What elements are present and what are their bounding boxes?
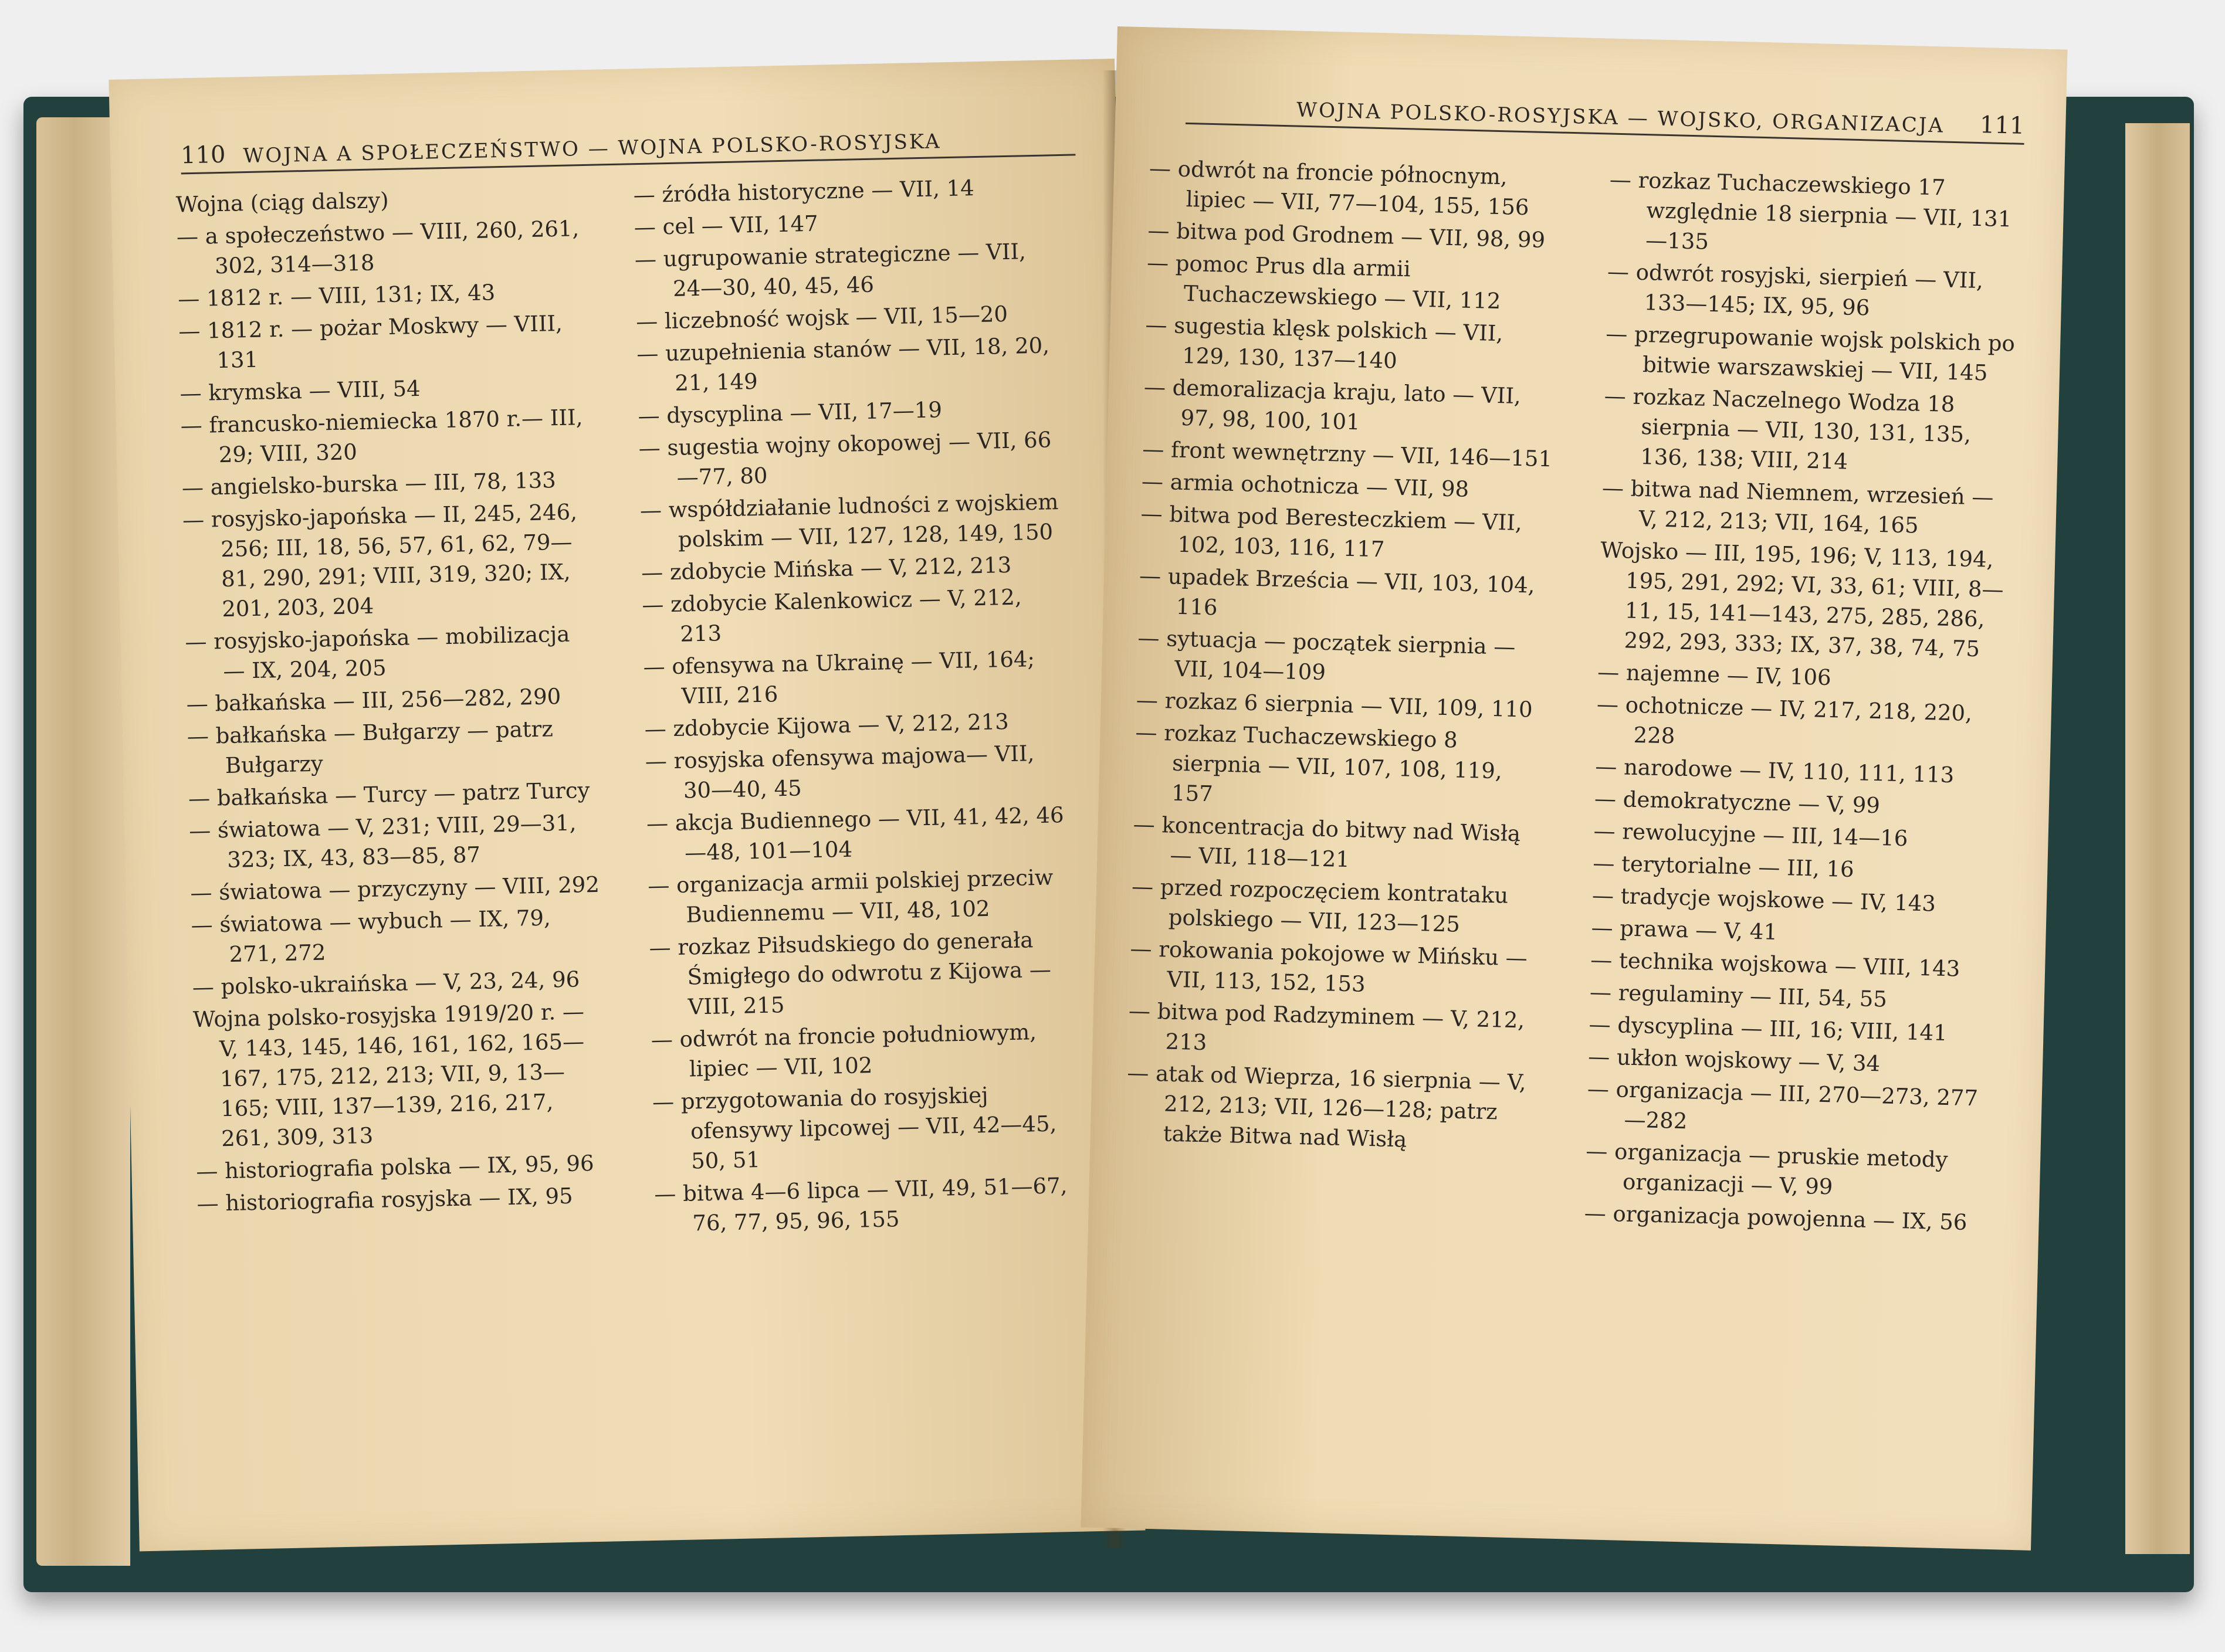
index-entry-text: — atak od Wieprza, 16 sierpnia — V, 212, 213; VII, 126—128; patrz także Bitwa nad Wisłą [1126,1060,1527,1152]
right-running-header [1186,84,2025,145]
index-sub-entry [181,464,592,503]
index-entry-text: — ugrupowanie strategiczne — VII, 24—30, 40, 45, 46 [634,239,1027,301]
index-sub-entry [1603,381,2016,480]
index-sub-entry [636,298,1059,337]
right-page-number: 111 [1979,111,2025,140]
index-entry-text: — odwrót rosyjski, sierpień — VII, 133—145; IX, 95, 96 [1607,259,1984,321]
index-sub-entry [197,1181,608,1219]
index-sub-entry [654,1171,1078,1239]
index-entry-text: — regulaminy — III, 54, 55 [1589,979,1888,1012]
index-sub-entry [651,1016,1074,1085]
index-entry-text: — rosyjsko-japońska — mobilizacja — IX, 204, 205 [185,621,570,684]
index-entry-text: — odwrót na froncie południowym, lipiec — VII, 102 [651,1019,1037,1082]
index-entry-text: — cel — VII, 147 [634,211,819,240]
index-entry-text: — organizacja armii polskiej przeciw Budiennemu — VII, 48, 102 [647,864,1054,928]
index-entry-text: — upadek Brześcia — VII, 103, 104, 116 [1139,563,1535,620]
index-entry-text: — front wewnętrzny — VII, 146—151 [1142,436,1553,472]
index-sub-entry [1125,1058,1538,1158]
index-sub-entry [178,308,590,376]
index-entry-text: — bałkańska — Turcy — patrz Turcy [188,778,590,812]
index-entry-text: — bitwa pod Radzyminem — V, 212, 213 [1128,998,1525,1056]
index-entry-text: — zdobycie Mińska — V, 212, 213 [641,552,1012,586]
index-sub-entry [1605,319,2017,389]
index-entry-text: — akcja Budiennego — VII, 41, 42, 46—48, 101—104 [646,802,1064,866]
index-sub-entry [1127,996,1539,1066]
index-entry-text: — bałkańska — Bułgarzy — patrz Bułgarzy [187,716,554,779]
index-entry-text: — bitwa pod Beresteczkiem — VII, 102, 103, 116, 117 [1140,501,1523,562]
index-entry-text: — rozkaz Naczelnego Wodza 18 sierpnia — VII, 130, 131, 135, 136, 138; VIII, 214 [1604,383,1972,474]
index-entry-text: — liczebność wojsk — VII, 15—20 [635,301,1008,335]
index-entry-text: — przygotowania do rosyjskiej ofensywy lipcowej — VII, 42—45, 50, 51 [652,1082,1057,1174]
index-entry-text: — organizacja — III, 270—273, 277—282 [1587,1076,1979,1134]
index-entry-text: — światowa — wybuch — IX, 79, 271, 272 [191,905,551,967]
index-sub-entry [646,800,1070,869]
index-entry-text: — technika wojskowa — VIII, 143 [1590,947,1960,982]
index-entry-text: — przed rozpoczęciem kontrataku polskiego — VII, 123—125 [1131,874,1509,937]
index-entry-text: — terytorialne — III, 16 [1592,850,1855,883]
index-sub-entry [638,392,1061,431]
index-entry-text: — źródła historyczne — VII, 14 [633,175,975,208]
index-entry-text: — dyscyplina — III, 16; VIII, 141 [1589,1012,1948,1046]
index-sub-entry [641,549,1064,588]
index-sub-entry [652,1078,1076,1177]
index-sub-entry [1130,871,1542,941]
index-sub-entry [176,213,588,282]
index-entry-text: — rozkaz 6 sierpnia — VII, 109, 110 [1136,687,1533,722]
index-entry-text: — ukłon wojskowy — V, 34 [1587,1044,1881,1077]
index-sub-entry [638,425,1062,493]
index-entry-text: — historiografia rosyjska — IX, 95 [197,1183,574,1217]
index-sub-entry [1608,165,2021,264]
index-entry-text: — polsko-ukraińska — V, 23, 24, 96 [192,966,580,1000]
index-sub-entry [1138,561,1550,630]
index-sub-entry [189,808,601,876]
index-entry-text: — rosyjska ofensywa majowa— VII, 30—40, 45 [645,741,1035,803]
index-sub-entry [1596,689,2007,759]
page-block-edge-right [2125,123,2190,1554]
index-main-entry [1598,535,2011,664]
index-sub-entry [187,713,598,782]
index-entry-text: — rozkaz Tuchaczewskiego 8 sierpnia — VII, 107, 108, 119, 157 [1135,720,1503,807]
right-index-column-1 [1125,153,1560,1160]
index-entry-text: Wojna (ciąg dalszy) [175,187,390,218]
index-entry-text: — koncentracja do bitwy nad Wisłą — VII, 118—121 [1133,812,1521,873]
index-entry-text: — współdziałanie ludności z wojskiem polskim — VII, 127, 128, 149, 150 [639,489,1059,552]
index-sub-entry [196,1148,607,1187]
index-entry-text: — bitwa pod Grodnem — VII, 98, 99 [1147,218,1546,253]
index-sub-entry [634,236,1058,304]
left-running-head-title: WOJNA A SPOŁECZEŃSTWO — WOJNA POLSKO-ROSYJSKA [243,130,942,168]
index-sub-entry [1606,257,2018,327]
index-entry-text: — ochotnicze — IV, 217, 218, 220, 228 [1596,691,1973,749]
index-sub-entry [645,738,1068,806]
index-sub-entry [180,370,591,409]
index-entry-text: — rosyjsko-japońska — II, 245, 246, 256; III, 18, 56, 57, 61, 62, 79—81, 290, 291; VIII, 319, 320; IX, 201, 203, 204 [182,499,578,622]
index-sub-entry [644,705,1067,744]
index-entry-text: — odwrót na froncie północnym, lipiec — VII, 77—104, 155, 156 [1149,155,1529,221]
index-sub-entry [190,870,601,908]
index-entry-text: — a społeczeństwo — VIII, 260, 261, 302, 314—318 [176,216,580,279]
index-sub-entry [634,203,1056,242]
index-entry-text: — rokowania pokojowe w Mińsku — VII, 113, 152, 153 [1130,936,1528,997]
index-sub-entry [1133,717,1546,817]
index-sub-entry [649,924,1073,1023]
index-entry-text: — przegrupowanie wojsk polskich po bitwie warszawskiej — VII, 145 [1605,321,2016,386]
index-sub-entry [648,862,1071,931]
index-sub-entry [643,643,1066,712]
index-sub-entry [1601,473,2013,542]
index-entry-text: — światowa — V, 231; VIII, 29—31, 323; IX, 43, 83—85, 87 [188,810,577,873]
left-index-column-2 [633,171,1078,1241]
index-entry-text: — sugestia klęsk polskich — VII, 129, 130, 137—140 [1145,312,1503,374]
left-index-column-1 [175,181,608,1221]
index-entry-text: Wojsko — III, 195, 196; V, 113, 194, 195, 291, 292; VI, 33, 61; VIII, 8—11, 15, 141—143, 275, 285, 286, 292, 293, 333; IX, 37, 38, 74, 75 [1600,537,2004,662]
index-sub-entry [191,902,602,971]
index-main-entry [175,181,587,220]
index-sub-entry [1129,934,1541,1003]
index-entry-text: — organizacja powojenna — IX, 56 [1584,1200,1967,1235]
index-sub-entry [642,581,1065,650]
left-running-header [180,115,1075,174]
index-sub-entry [192,964,603,1003]
index-entry-text: — francusko-niemiecka 1870 r.— III, 29; VIII, 320 [180,405,583,468]
index-sub-entry [639,487,1063,555]
index-sub-entry [185,619,597,687]
index-sub-entry [636,330,1060,399]
index-entry-text: — ofensywa na Ukrainę — VII, 164; VIII, 216 [643,646,1035,709]
index-entry-text: — demoralizacja kraju, lato — VII, 97, 98, 100, 101 [1143,374,1522,435]
index-entry-text: — zdobycie Kijowa — V, 212, 213 [644,709,1010,742]
index-entry-text: — organizacja — pruskie metody organizacji — V, 99 [1585,1138,1949,1200]
index-sub-entry [186,681,597,720]
index-entry-text: — najemne — IV, 106 [1597,659,1832,691]
index-entry-text: — pomoc Prus dla armii Tuchaczewskiego — VII, 112 [1146,250,1501,314]
index-entry-text: — angielsko-burska — III, 78, 133 [181,467,557,501]
index-sub-entry [1144,310,1556,379]
index-entry-text: Wojna polsko-rosyjska 1919/20 r. — V, 143, 145, 146, 161, 162, 165—167, 175, 212, 213; VII, 9, 13—165; VIII, 137—139, 216, 217, 261, 309, 313 [192,999,585,1152]
index-sub-entry [1140,498,1552,568]
index-entry-text: — bałkańska — III, 256—282, 290 [186,684,561,717]
index-entry-text: — prawa — V, 41 [1591,915,1778,945]
index-sub-entry [1143,372,1555,442]
index-entry-text: — sugestia wojny okopowej — VII, 66—77, 80 [638,427,1052,490]
right-running-head-title: WOJNA POLSKO-ROSYJSKA — WOJSKO, ORGANIZACJA [1296,98,1945,138]
index-entry-text: — sytuacja — początek sierpnia — VII, 104—109 [1137,625,1516,685]
index-entry-text: — dyscyplina — VII, 17—19 [638,397,943,429]
index-entry-text: — demokratyczne — V, 99 [1594,786,1881,819]
index-entry-text: — rozkaz Piłsudskiego do generała Śmigłego do odwrotu z Kijowa — VIII, 215 [649,927,1052,1020]
index-entry-text: — uzupełnienia stanów — VII, 18, 20, 21, 149 [636,333,1050,396]
index-main-entry [192,996,606,1155]
index-entry-text: — narodowe — IV, 110, 111, 113 [1594,754,1955,788]
index-entry-text: — światowa — przyczyny — VIII, 292 [190,871,600,906]
index-sub-entry [1148,153,1560,223]
index-sub-entry [1585,1136,1997,1206]
index-entry-text: — krymska — VIII, 54 [180,375,421,406]
index-sub-entry [1132,809,1544,879]
index-entry-text: — armia ochotnicza — VII, 98 [1141,469,1469,502]
index-entry-text: — 1812 r. — VIII, 131; IX, 43 [177,280,496,312]
index-sub-entry [182,497,595,625]
index-entry-text: — zdobycie Kalenkowicz — V, 212, 213 [641,584,1022,647]
index-sub-entry [1137,623,1549,693]
index-sub-entry [180,402,592,471]
index-sub-entry [1146,247,1557,317]
index-entry-text: — 1812 r. — pożar Moskwy — VIII, 131 [178,310,563,374]
index-entry-text: — bitwa 4—6 lipca — VII, 49, 51—67, 76, 77, 95, 96, 155 [653,1173,1068,1236]
left-page [109,59,1145,1551]
index-sub-entry [1586,1074,1998,1144]
right-page [1081,26,2067,1551]
index-entry-text: — rewolucyjne — III, 14—16 [1593,818,1908,852]
index-sub-entry [633,171,1056,210]
index-entry-text: — bitwa nad Niemnem, wrzesień — V, 212, 213; VII, 164, 165 [1601,475,1994,538]
index-entry-text: — rozkaz Tuchaczewskiego 17 względnie 18 sierpnia — VII, 131—135 [1609,167,2012,255]
left-page-number: 110 [180,141,226,169]
index-entry-text: — historiografia polska — IX, 95, 96 [195,1151,594,1185]
right-index-column-2 [1584,165,2020,1241]
index-sub-entry [178,276,589,314]
index-sub-entry [188,775,600,814]
index-entry-text: — tradycje wojskowe — IV, 143 [1591,883,1936,917]
